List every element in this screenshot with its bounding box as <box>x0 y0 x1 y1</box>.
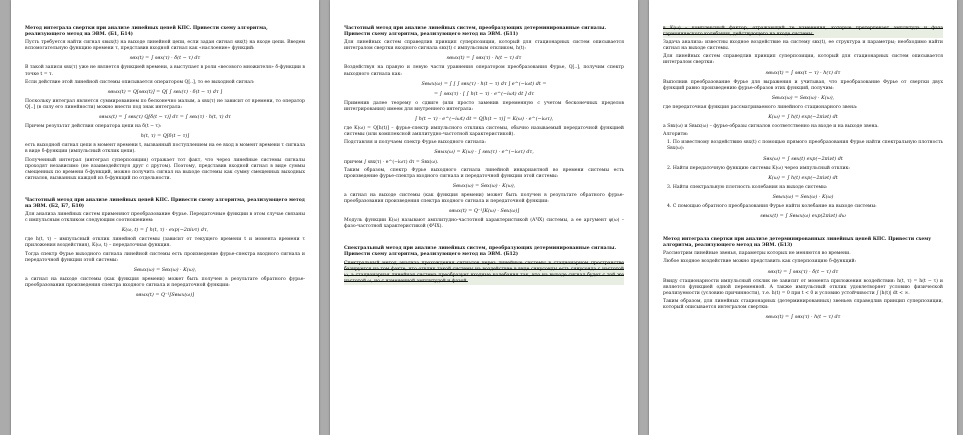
formula: K(ω) = ∫ h(t) exp(−2πiνt) dt <box>768 174 838 181</box>
paragraph: Пусть требуется найти сигнал sвых(t) на выходе линейной цепи, если задан сигнал sвх(t) на входе цепи. Введем вспомогательную функцию времени τ, представив входной сигнал как «наслоение» функций: <box>25 40 305 52</box>
paragraph: Любое входное воздействие можно представить как суперпозицию δ-функций: <box>663 259 857 265</box>
paragraph: где h(t, τ) – импульсный отклик линейной системы (зависит от текущего времени t и момента времени τ приложения воздействия), K(ω, t) – передаточная функция. <box>25 237 305 249</box>
page-2-content <box>330 0 638 285</box>
section-heading: Метод интеграла свертки при анализе линейных цепей КПС. Привести схему алгоритма, реализующего метод на ЭВМ. (Б1, Б14) <box>25 26 268 38</box>
paragraph: Для анализа линейных систем применяют преобразование Фурье. Передаточные функции в этом случае связаны с импульсным откликом следующим соотношением: <box>25 212 305 224</box>
paragraph: есть выходной сигнал цепи в момент времени t, вызванный поступлением на ее вход в момент времени τ сигнала в виде δ-функции (импульсный отклик цепи). <box>25 143 305 155</box>
paragraph: Таким образом, спектр Фурье выходного сигнала линейной инвариантной во времени системы есть произведение фурье-спектра входного сигнала и передаточной функции этой системы: <box>344 167 624 179</box>
document-page-3 <box>649 0 957 435</box>
formula: Sвх(ω) = ∫ sвх(t) exp(−2πiνt) dt <box>763 155 843 162</box>
paragraph: Причем результат действия оператора цепи на δ(t − τ): <box>25 124 162 130</box>
page-3-content <box>649 0 957 320</box>
paragraph: Задача анализа: известны входное воздействие на систему sвх(t), ее структура и параметры; необходимо найти сигнал на выходе системы. <box>663 40 943 52</box>
paragraph: причем ∫ sвх(τ) · e^(−iωτ) dτ = Sвх(ω). <box>344 159 439 165</box>
paragraph: Ввиду стационарности импульсный отклик не зависит от момента приложения воздействия: h(t, τ) = h(t − τ) и является функцией одной переменной. А также импульсный отклик удовлетворяет условию физической реализуемости (условию причинности), т.е. h(t) = 0 при t < 0 и условию устойчивости ∫ |h(t)| dt < ∞. <box>663 278 943 296</box>
section-gap <box>663 223 943 237</box>
formula: Sвых(ω) = K(ω) · ∫ sвх(τ) · e^(−iωτ) dτ, <box>434 149 534 156</box>
paragraph: где K(ω) = Q[h(t)] – фурье-спектр импульсного отклика системы, обычно называемый передаточной функцией системы (или комплексной амплитудно-частотной характеристикой). <box>344 126 624 138</box>
paragraph: а Sвх(ω) и Sвых(ω) – фурье-образы сигналов соответственно на входе и на выходе звена. <box>663 124 879 130</box>
struck-paragraph: в K(ω) – комплексный фактор, отражающий те изменения, которые претерпевает амплитуда и фаза гармонического колебания, действующего на входе системы. <box>663 26 943 38</box>
section-heading: Частотный метод при анализе линейных цепей КПС. Привести схему алгоритма, реализующего метод на ЭВМ. (Б2, Б7, Б10) <box>25 197 305 209</box>
paragraph: Выполнив преобразование Фурье для выражения и учитывая, что преобразование Фурье от свертки двух функций равно произведению фурье-образов этих функций, получим: <box>663 79 943 91</box>
page-1-content <box>11 0 319 298</box>
list-item: 1. По известному воздействию sвх(t) с помощью прямого преобразования Фурье найти спектральную плотность Sвх(ω): <box>667 140 943 152</box>
formula: ∫ h(t − τ) · e^(−iωt) dt = Q[h(t − τ)] = K(ω) · e^(−iωτ), <box>414 116 554 123</box>
formula: Sвых(ω) = Sвх(ω) · K(ω), <box>133 266 197 273</box>
paragraph: Полученный интеграл (интеграл суперпозиции) отражает тот факт, что через линейные системы сигналы проходят независимо (не взаимодействуя друг с другом). Поэтому, представив входной сигнал в виде суммы смещенных по времени δ-функций, можно получить сигнал на выходе системы как сумму смещенных выходных сигналов, вызванных каждой из δ-функций по отдельности. <box>25 157 305 181</box>
paragraph: Применив далее теорему о сдвиге (или просто заменив переменную с учетом бесконечных пределов интегрирования) имеем для внутреннего интеграла: <box>344 100 624 112</box>
section-heading: Спектральный метод при анализе линейных систем, преобразующих детерминированные сигналы. Привести схему алгоритма, реализующего метод на ЭВМ. (Б12) <box>344 246 617 258</box>
paragraph: Алгоритм: <box>663 132 689 138</box>
formula: = ∫ sвх(τ) · [ ∫ h(t − τ) · e^(−iωt) dt ] dτ <box>433 90 535 97</box>
section-gap <box>25 184 305 198</box>
formula: sвых(t) = ∫ sвх(τ) · h(t − τ) dτ <box>765 314 841 321</box>
formula: Sвых(ω) = Sвх(ω) · K(ω) <box>772 193 834 200</box>
formula: sвых(t) = ∫ sвх(t − τ) · h(τ) dτ <box>765 69 841 76</box>
formula: sвх(t) = ∫ sвх(τ) · δ(t − τ) dτ <box>129 55 201 62</box>
paragraph: Поскольку интеграл является суммированием по бесконечно малым, а sвх(τ) не зависит от времени, то оператор Q[..] (в силу его линейности) можно внести под знак интеграла: <box>25 98 305 110</box>
paragraph: Для линейных систем справедлив принцип суперпозиции, который для стационарных систем описывается интегралом свертки входного сигнала sвх(t) с импульсным откликом, h(t): <box>344 40 624 52</box>
paragraph: Воздействуя на правую и левую части уравнения оператором преобразования Фурье, Q[..], получим спектр выходного сигнала как: <box>344 65 624 77</box>
formula: Sвых(ω) = Sвх(ω) · K(ω), <box>452 182 516 189</box>
formula: h(t, τ) = Q[δ(t − τ)] <box>140 133 190 140</box>
formula: K(ω) = ∫ h(t) exp(−2πiνt) dt <box>768 114 838 121</box>
section-gap <box>344 232 624 246</box>
paragraph: а сигнал на выходе системы (как функция времени) может быть получен в результате обратного фурье-преобразования произведения спектра входного сигнала и передаточной функции: <box>344 192 624 204</box>
list-item: 2. Найти передаточную функцию системы K(ω) через импульсный отклик: <box>667 165 850 171</box>
paragraph: Если действие этой линейной системы описывается оператором Q[..], то ее выходной сигнал: <box>25 79 255 85</box>
formula: sвых(t) = Q⁻¹[K(ω) · Sвх(ω)] <box>448 208 520 215</box>
formula: sвых(t) = ∫ Sвых(ω) exp(2πiνt) dω <box>760 213 846 220</box>
paragraph: В такой записи sвх(τ) уже не является функцией времени, а выступает в роли «весового множителя» δ-функции в точке t = τ. <box>25 65 305 77</box>
document-page-1 <box>11 0 319 435</box>
paragraph: Тогда спектр Фурье выходного сигнала линейной системы есть произведение фурье-спектра входного сигнала и передаточной функции этой системы: <box>25 251 305 263</box>
formula: sвх(t) = ∫ sвх(τ) · δ(t − τ) dτ <box>767 268 839 275</box>
list-item: 3. Найти спектральную плотность колебания на выходе системы: <box>667 184 828 190</box>
formula: Sвых(ω) = Sвх(ω) · K(ω), <box>771 94 835 101</box>
formula: sвых(t) = ∫ sвх(τ) Q[δ(t − τ)] dτ = ∫ sвх(τ) · h(t, τ) dτ <box>99 114 231 121</box>
paragraph: а сигнал на выходе системы (как функция времени) может быть получен в результате обратного фурье-преобразования произведения спектра входного сигнала и передаточной функции: <box>25 276 305 288</box>
paragraph: Для линейных систем справедлив принцип суперпозиции, который для стационарных систем описывается интегралом свертки: <box>663 54 943 66</box>
paragraph: где передаточная функция рассматриваемого линейного стационарного звена: <box>663 104 858 110</box>
paragraph: Таким образом, для линейных стационарных (детерминированных) звеньев справедлив принцип суперпозиции, который описывается интегралом свертки: <box>663 298 943 310</box>
section-heading: Частотный метод при анализе линейных систем, преобразующих детерминированные сигналы. Привести схему алгоритма, реализующего метод на ЭВМ. (Б11) <box>344 26 607 38</box>
list-item: 4. С помощью обратного преобразования Фурье найти колебание на выходе системы: <box>667 203 877 209</box>
paragraph: Модуль функции K(ω) называют амплитудно-частотной характеристикой (АЧХ) системы, а ее аргумент φ(ω) – фазо-частотной характеристикой (ФЧХ). <box>344 218 624 230</box>
formula: K(ω, t) = ∫ h(t, τ) · exp(−2πiντ) dτ, <box>121 227 209 234</box>
document-page-2 <box>330 0 638 435</box>
formula: sвых(t) = ∫ sвх(τ) · h(t − τ) dτ <box>446 55 522 62</box>
paragraph: Подставляя и получаем спектр Фурье выходного сигнала: <box>344 140 486 146</box>
formula: sвых(t) = Q[sвх(t)] = Q[ ∫ sвх(τ) · δ(t − τ) dτ ] <box>107 88 223 95</box>
struck-paragraph: Спектральный метод анализа прохождения сигналов через линейные системы в стационарном пространстве базируется на том факте, что отклик такой системы на воздействие в виде синусоиды есть синусоида с частотой ω, а стационарная линейная система преобразует входные колебания так, что на выходе сигнал будет с той же частотой ω, но с измененной амплитудой и фазой. <box>344 260 624 284</box>
paragraph: Рассмотрим линейные звенья, параметры которых не меняются во времени. <box>663 251 851 257</box>
formula: sвых(t) = Q⁻¹[Sвых(ω)] <box>135 292 195 298</box>
section-heading: Метод интеграла свертки при анализе детерминированных линейных цепей КПС. Привести схему алгоритма, реализующего метод на ЭВМ. (Б13) <box>663 237 932 249</box>
formula: Sвых(ω) = ∫ [ ∫ sвх(τ) · h(t − τ) dτ ] e^(−iωt) dt = <box>421 80 547 87</box>
